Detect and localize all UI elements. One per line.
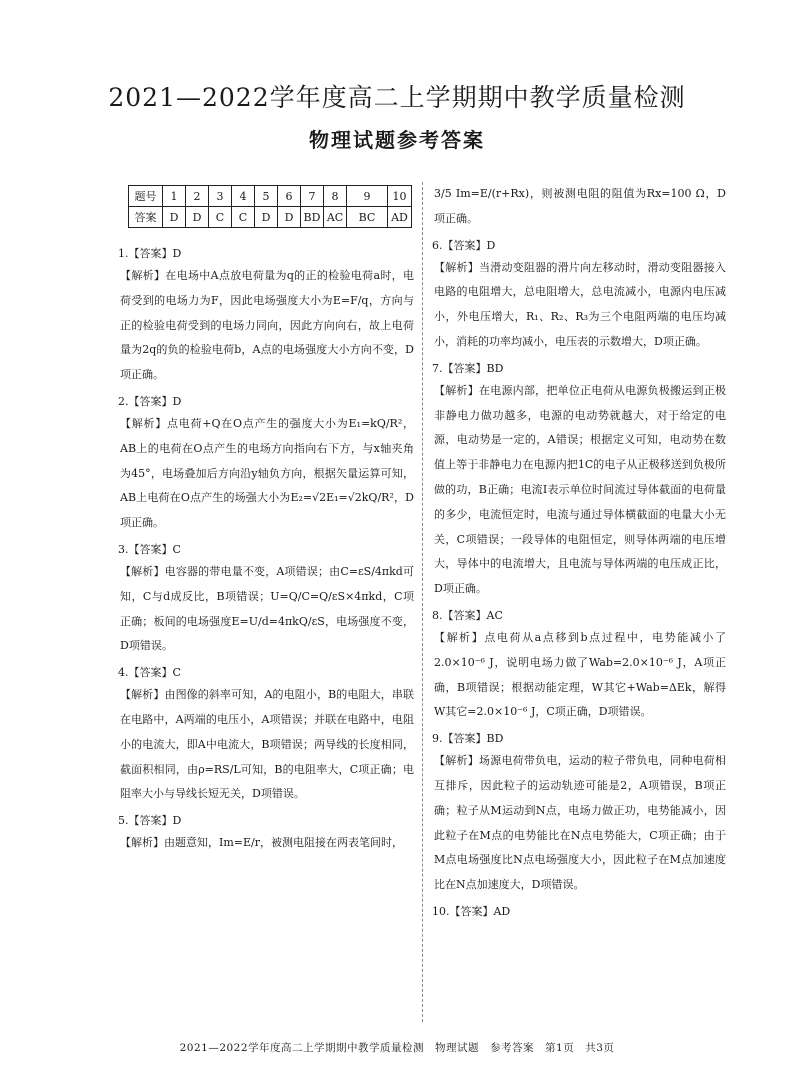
explanation-text: 【解析】场源电荷带负电，运动的粒子带负电，同种电荷相互排斥，因此粒子的运动轨迹可能是2，A项错误，B项正确；粒子从M运动到N点，电场力做正功，电势能减小，因此粒子在M点的电势能比在N点电势能大，C项正确；由于M点电场强度比N点电场强度大小，因此粒子在M点加速度比在N点加速度大，D项错误。 xyxy=(434,754,726,892)
table-cell: 6 xyxy=(278,186,301,207)
answer-heading: 1.【答案】D xyxy=(118,247,182,260)
left-column xyxy=(118,240,414,856)
answer-heading: 8.【答案】AC xyxy=(432,608,503,622)
page-subtitle: 物理试题参考答案 xyxy=(309,128,485,152)
table-cell: BD xyxy=(301,207,324,228)
table-cell: AD xyxy=(388,207,412,228)
table-cell: 10 xyxy=(388,186,412,207)
answer-heading: 3.【答案】C xyxy=(118,542,181,556)
column-divider xyxy=(422,182,423,1022)
explanation-text: 【解析】电容器的带电量不变，A项错误；由C=εS/4πkd可知，C与d成反比，B项错误；U=Q/C=Q/εS×4πkd，C项正确；板间的电场强度E=U/d=4πkQ/εS，电场强度不变，D项错误。 xyxy=(120,564,414,653)
table-cell: C xyxy=(232,207,255,228)
answer-heading: 7.【答案】BD xyxy=(432,361,504,375)
answer-table-row-numbers xyxy=(129,186,412,207)
table-row-label: 答案 xyxy=(129,207,163,228)
table-row-label: 题号 xyxy=(129,186,163,207)
page-title: 2021—2022学年度高二上学期期中教学质量检测 xyxy=(108,83,686,112)
answer-heading: 9.【答案】BD xyxy=(432,732,504,746)
table-cell: D xyxy=(186,207,209,228)
explanation-text: 【解析】当滑动变阻器的滑片向左移动时，滑动变阻器接入电路的电阻增大，总电阻增大，总电流减小，电源内电压减小，外电压增大，R₁、R₂、R₃为三个电阻两端的电压均减小，消耗的功率均减小，电压表的示数增大，D项正确。 xyxy=(434,260,726,348)
table-cell: 5 xyxy=(255,186,278,207)
table-cell: 1 xyxy=(163,186,186,207)
table-cell: C xyxy=(209,207,232,228)
explanation-text: 【解析】在电场中A点放电荷量为q的正的检验电荷a时，电荷受到的电场力为F，因此电场强度大小为E=F/q，方向与正的检验电荷受到的电场力同向，因此方向向右，故上电荷量为2q的负的检验电荷b，A点的电场强度大小方向不变，D项正确。 xyxy=(120,269,414,382)
answer-heading: 4.【答案】C xyxy=(118,666,181,680)
explanation-text: 3/5 Im=E/(r+Rx)，则被测电阻的阻值为Rx=100 Ω，D项正确。 xyxy=(434,187,726,225)
table-cell: 4 xyxy=(232,186,255,207)
table-cell: 7 xyxy=(301,186,324,207)
answer-heading: 2.【答案】D xyxy=(118,394,182,408)
answer-table-row-answers xyxy=(129,207,412,228)
table-cell: 8 xyxy=(324,186,347,207)
answer-heading: 5.【答案】D xyxy=(118,814,182,828)
answer-table xyxy=(128,185,412,228)
table-cell: D xyxy=(255,207,278,228)
table-cell: BC xyxy=(347,207,388,228)
explanation-text: 【解析】点电荷从a点移到b点过程中，电势能减小了2.0×10⁻⁶ J，说明电场力做了Wab=2.0×10⁻⁶ J，A项正确，B项错误；根据动能定理，W其它+Wab=ΔEk，解得W其它=2.0×10⁻⁶ J，C项正确，D项错误。 xyxy=(434,630,726,719)
explanation-text: 【解析】在电源内部，把单位正电荷从电源负极搬运到正极非静电力做功越多，电源的电动势就越大，对于给定的电源，电动势是一定的，A错误；根据定义可知，电动势在数值上等于非静电力在电源内把1C的电子从正极移送到负极所做的功，B正确；电流I表示单位时间流过导体截面的电荷量的多少，电流恒定时，电流与通过导体横截面的电量大小无关，C项错误；一段导体的电阻恒定，则导体两端的电压增大，导体中的电流增大，且电流与导体两端的电压成正比，D项正确。 xyxy=(434,383,726,596)
explanation-text: 【解析】由图像的斜率可知，A的电阻小，B的电阻大，串联在电路中，A两端的电压小，A项错误；并联在电路中，电阻小的电流大，即A中电流大，B项错误；两导线的长度相同，截面积相同，由ρ=RS/L可知，B的电阻率大，C项正确；电阻率大小与导线长短无关，D项错误。 xyxy=(120,688,414,801)
table-cell: D xyxy=(278,207,301,228)
right-column xyxy=(432,182,726,922)
answer-heading: 10.【答案】AD xyxy=(432,904,511,918)
table-cell: AC xyxy=(324,207,347,228)
table-cell: 9 xyxy=(347,186,388,207)
table-cell: D xyxy=(163,207,186,228)
answer-heading: 6.【答案】D xyxy=(432,238,496,252)
table-cell: 3 xyxy=(209,186,232,207)
explanation-text: 【解析】点电荷+Q在O点产生的强度大小为E₁=kQ/R²，AB上的电荷在O点产生的电场方向指向右下方，与x轴夹角为45°，电场叠加后方向沿y轴负方向，根据矢量运算可知，AB上电荷在O点产生的场强大小为E₂=√2E₁=√2kQ/R²，D项正确。 xyxy=(120,416,414,530)
table-cell: 2 xyxy=(186,186,209,207)
page-footer: 2021—2022学年度高二上学期期中教学质量检测 物理试题 参考答案 第1页 共3页 xyxy=(179,1042,615,1054)
explanation-text: 【解析】由题意知，Im=E/r，被测电阻接在两表笔间时， xyxy=(120,836,403,850)
